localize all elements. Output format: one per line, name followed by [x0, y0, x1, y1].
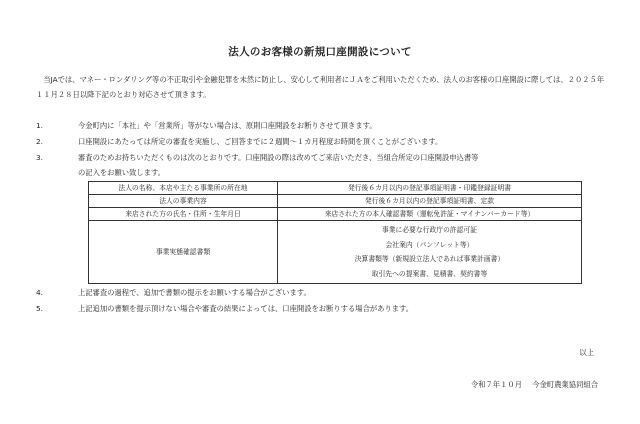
- table-row: [89, 208, 582, 221]
- item-text: 上記審査の過程で、追加で書類の提示をお願いする場合がございます。: [78, 288, 311, 297]
- item-number: 2.: [36, 137, 43, 146]
- table-row: [89, 182, 582, 195]
- item-text-line-2: の記入をお願い致します。: [78, 168, 165, 177]
- footer-date: 令和７年１０月: [470, 380, 522, 389]
- table-cell-label: 来店された方の氏名・住所・生年月日: [89, 208, 278, 221]
- doc-line: 決算書類等（新規設立法人であれば事業計画書）: [354, 255, 505, 263]
- table-cell-docs: 来店された方の本人確認書類（運転免許証・マイナンバーカード等）: [278, 208, 582, 221]
- item-text: 口座開設にあたっては所定の審査を実施し、ご回答までに２週間～１カ月程度お時間を頂くことがございます。: [78, 137, 443, 146]
- item-text-line-1: 審査のためお持ちいただくものは次のとおりです。口座開設の際は改めてご来店いただき、当組合所定の口座開設申込書等: [78, 153, 479, 162]
- doc-line: 会社案内（パンフレット等）: [385, 240, 474, 249]
- table-cell-label: 事業実態確認書類: [89, 221, 278, 284]
- table-cell-label: 法人の名称、本店や主たる事業所の所在地: [89, 182, 278, 195]
- table-cell-docs: 発行後６カ月以内の登記事項証明書・印鑑登録証明書: [278, 182, 582, 195]
- table-row: [89, 221, 582, 284]
- table-cell-label: 法人の事業内容: [89, 195, 278, 208]
- required-documents-table: [88, 181, 582, 284]
- doc-line: 取引先への提案書、見積書、契約書等: [371, 269, 488, 278]
- item-text: 上記追加の書類を提示頂けない場合や審査の結果によっては、口座開設をお断りする場合があります。: [78, 304, 414, 313]
- item-text: [78, 150, 608, 180]
- item-number: 4.: [36, 288, 43, 297]
- item-number: 5.: [36, 304, 43, 313]
- footer-organization: 今金町農業協同組合: [532, 380, 598, 389]
- item-text: 今金町内に「本社」や「営業所」等がない場合は、原則口座開設をお断りさせて頂きます。: [78, 121, 377, 130]
- footer-signature: [463, 380, 598, 390]
- table-cell-docs: 発行後６カ月以内の登記事項証明書、定款: [278, 195, 582, 208]
- doc-line: 事業に必要な行政庁の許認可証: [381, 226, 478, 234]
- closing-mark: 以上: [579, 348, 594, 357]
- item-number: 1.: [36, 121, 43, 130]
- table-row: [89, 195, 582, 208]
- table-cell-docs: [278, 221, 582, 284]
- item-number: 3.: [36, 153, 43, 162]
- page-title: 法人のお客様の新規口座開設について: [228, 46, 412, 58]
- intro-paragraph: 当JAでは、マネー・ロンダリング等の不正取引や金融犯罪を未然に防止し、安心して利用者にＪＡをご利用いただくため、法人のお客様の口座開設に際しては、２０２５年１１月２８日以降下記のとおり対応させて頂きます。: [36, 75, 605, 99]
